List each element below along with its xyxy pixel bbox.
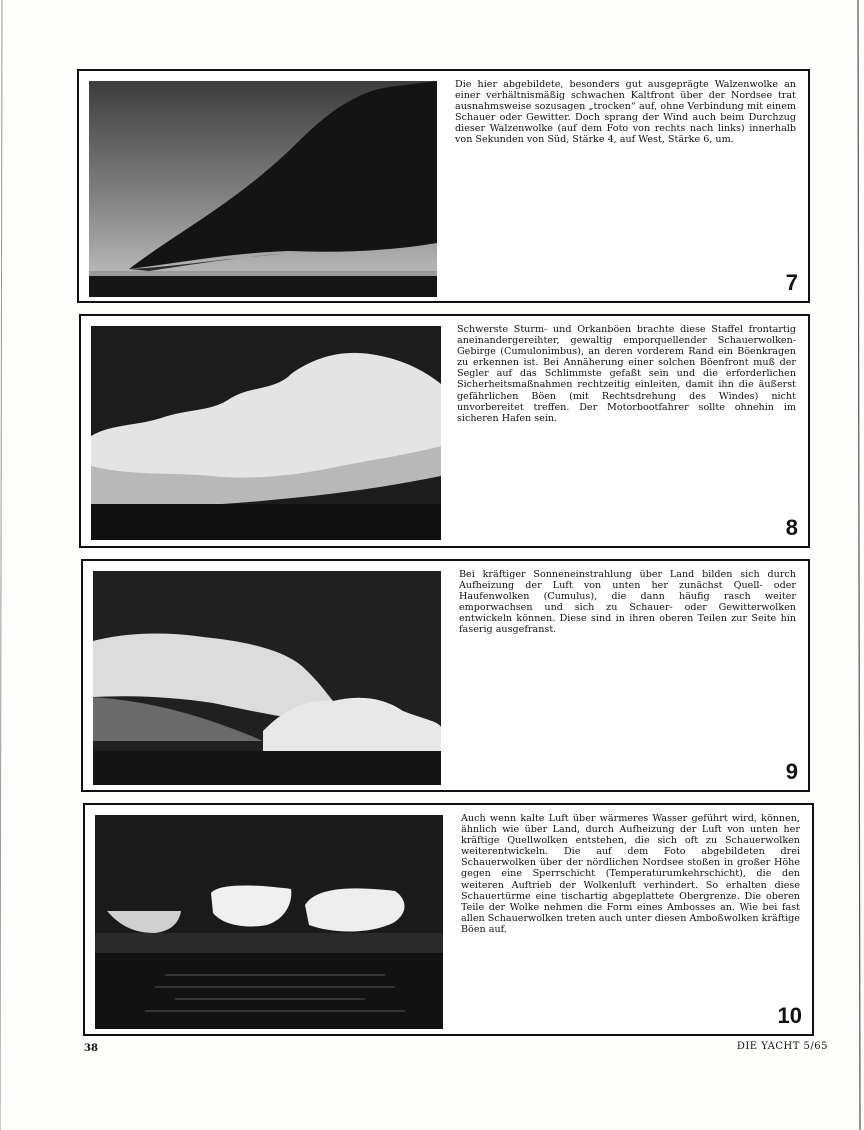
caption: Die hier abgebildete, besonders gut ausgeprägte Walzenwolke an einer verhältnismäßig schwachen Kaltfront über der Nordsee trat ausnahmsweise sozusagen „trocken“ auf, ohne Verbindung mit einem Schauer oder Gewitter. Doch sprang der Wind auch beim Durchzug dieser Walzenwolke (auf dem Foto von rechts nach links) innerhalb von Sekunden von Süd, Stärke 4, auf West, Stärke 6, um.	[455, 79, 796, 146]
caption: Bei kräftiger Sonneneinstrahlung über Land bilden sich durch Aufheizung der Luft von unten her zunächst Quell- oder Haufenwolken (Cumulus), die dann häufig rasch weiter emporwachsen und sich zu Schauer- oder Gewitterwolken entwickeln können. Diese sind in ihren oberen Teilen zur Seite hin faserig ausgefranst.	[459, 569, 796, 636]
photo-roll-cloud	[89, 81, 437, 297]
panel-9	[81, 559, 810, 792]
panel-8	[79, 314, 810, 548]
panel-10	[83, 803, 814, 1036]
publication-label: DIE YACHT 5/65	[736, 1041, 828, 1052]
photo-cumulus-development	[93, 571, 441, 785]
figure-number: 8	[785, 515, 798, 540]
figure-number: 7	[785, 270, 798, 295]
caption: Schwerste Sturm- und Orkanböen brachte diese Staffel frontartig aneinandergereihter, gewaltig emporquellender Schauerwolken-Gebirge (Cumulonimbus), an deren vorderem Rand ein Böenkragen zu erkennen ist. Bei Annäherung einer solchen Böenfront muß der Segler auf das Schlimmste gefaßt sein und die erforderlichen Sicherheitsmaßnahmen rechtzeitig einleiten, damit ihn die äußerst gefährlichen Böen (mit Rechtsdrehung des Windes) nicht unvorbereitet treffen. Der Motorbootfahrer sollte ohnehin im sicheren Hafen sein.	[457, 324, 796, 424]
figure-number: 9	[785, 759, 798, 784]
figure-number: 10	[777, 1003, 802, 1028]
photo-cumulonimbus-front	[91, 326, 441, 540]
photo-anvil-clouds	[95, 815, 443, 1029]
caption: Auch wenn kalte Luft über wärmeres Wasser geführt wird, können, ähnlich wie über Land, durch Aufheizung der Luft von unten her kräftige Quellwolken entstehen, die sich oft zu Schauerwolken weiterentwickeln. Die auf dem Foto abgebildeten drei Schauerwolken über der nördlichen Nordsee stoßen in großer Höhe gegen eine Sperrschicht (Temperaturumkehrschicht), die den weiteren Auftrieb der Wolkenluft verhindert. So erhalten diese Schauertürme eine tischartig abgeplattete Obergrenze. Die oberen Teile der Wolke nehmen die Form eines Ambosses an. Wie bei fast allen Schauerwolken treten auch unter diesen Amboßwolken kräftige Böen auf.	[461, 813, 800, 935]
page-number: 38	[84, 1043, 98, 1054]
panel-7	[77, 69, 810, 303]
